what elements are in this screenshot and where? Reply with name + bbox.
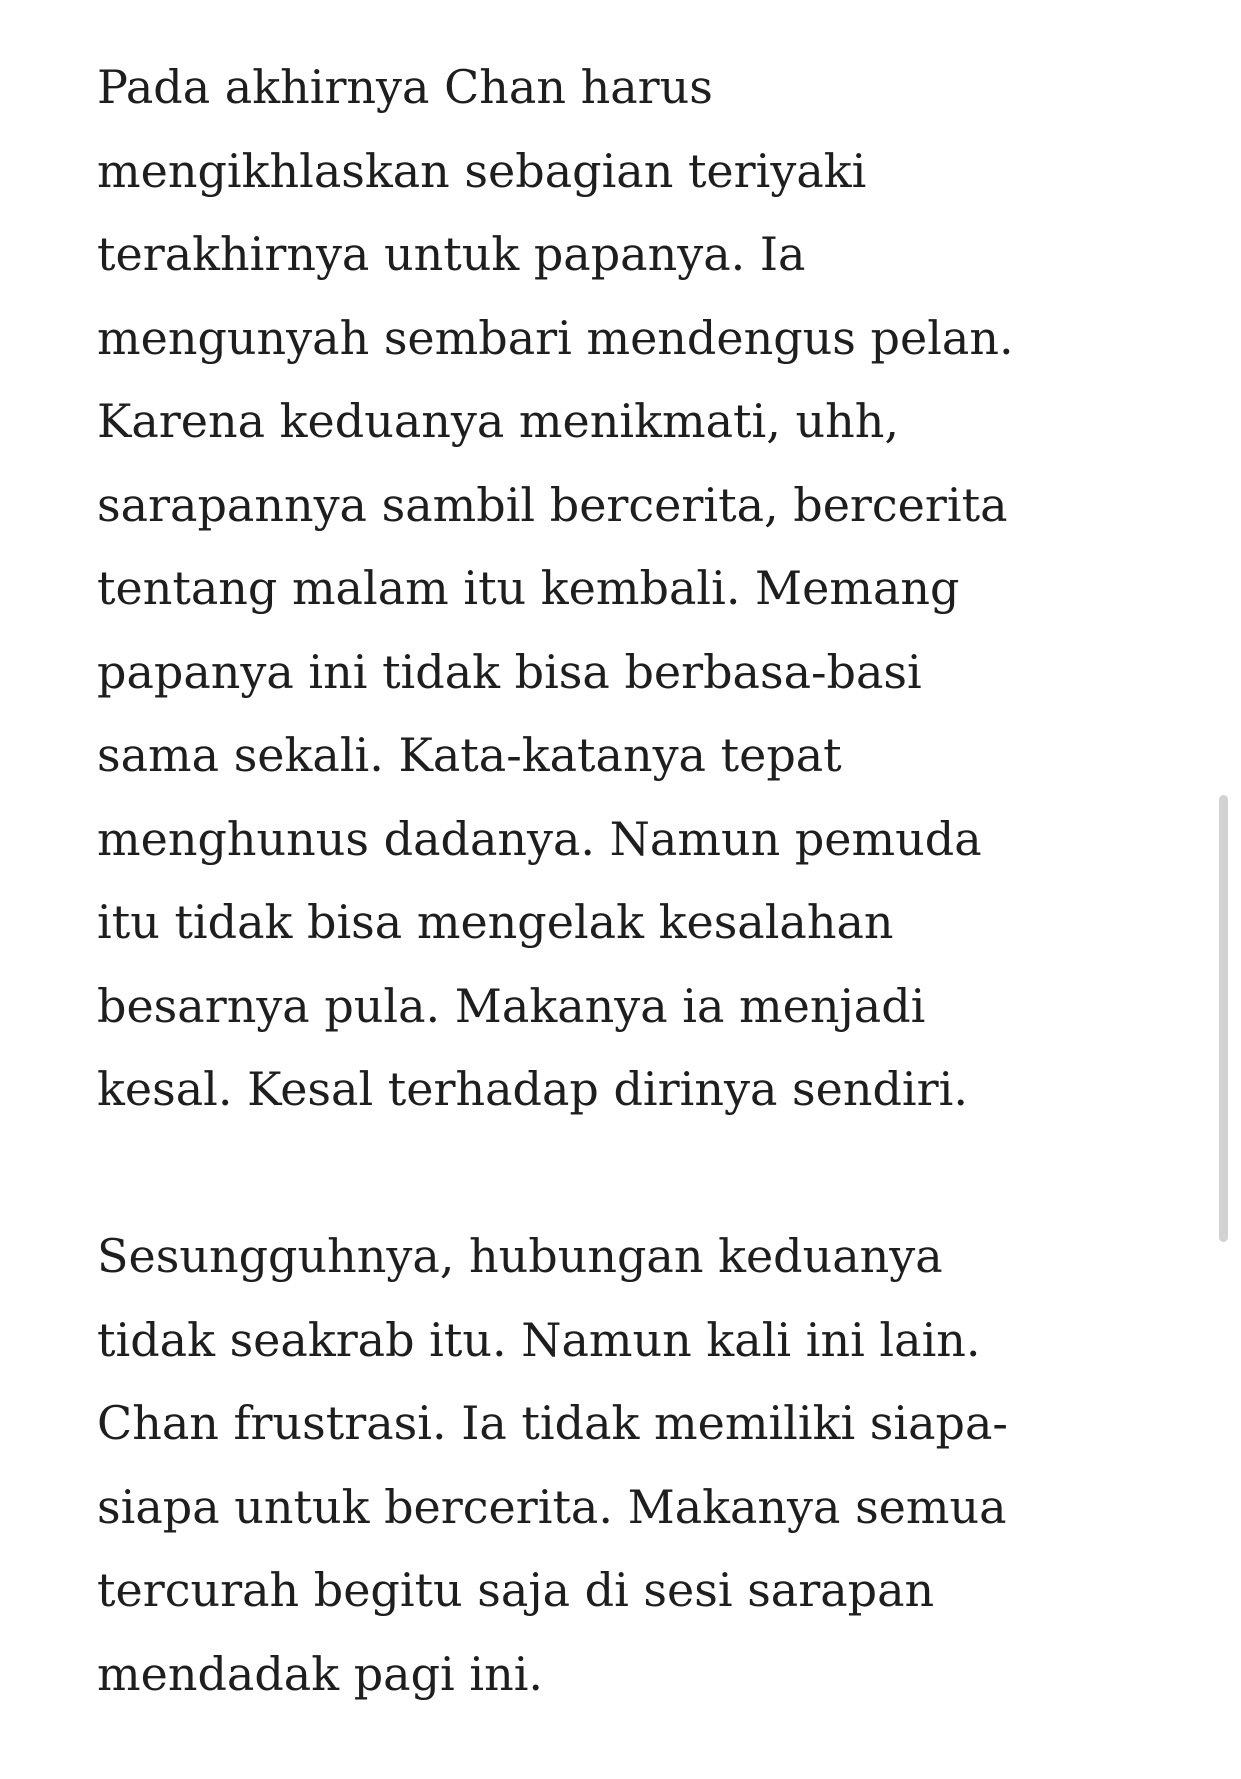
text-line: mengunyah sembari mendengus pelan. (97, 310, 1014, 365)
scrollbar-thumb[interactable] (1219, 795, 1228, 1242)
article-body (97, 46, 1157, 1716)
text-line: terakhirnya untuk papanya. Ia (97, 227, 806, 281)
text-line: Sesungguhnya, hubungan keduanya (97, 1229, 943, 1283)
text-line: tentang malam itu kembali. Memang (97, 561, 960, 615)
text-line: tercurah begitu saja di sesi sarapan (97, 1563, 935, 1617)
text-line: papanya ini tidak bisa berbasa-basi (97, 644, 922, 699)
text-line: Pada akhirnya Chan harus (97, 60, 713, 114)
paragraph-1 (97, 46, 1157, 1132)
text-line: mendadak pagi ini. (97, 1646, 544, 1701)
text-line: siapa untuk bercerita. Makanya semua (97, 1479, 1007, 1534)
text-line: Karena keduanya menikmati, uhh, (97, 394, 899, 448)
text-line: Chan frustrasi. Ia tidak memiliki siapa- (97, 1396, 1008, 1450)
paragraph-2 (97, 1215, 1157, 1716)
text-line: itu tidak bisa mengelak kesalahan (97, 895, 894, 949)
text-line: besarnya pula. Makanya ia menjadi (97, 978, 926, 1033)
text-line: tidak seakrab itu. Namun kali ini lain. (97, 1312, 981, 1367)
text-line: sama sekali. Kata-katanya tepat (97, 728, 842, 782)
text-line: kesal. Kesal terhadap dirinya sendiri. (97, 1062, 968, 1116)
text-line: menghunus dadanya. Namun pemuda (97, 811, 982, 866)
text-line: mengikhlaskan sebagian teriyaki (97, 143, 867, 198)
text-line: sarapannya sambil bercerita, bercerita (97, 477, 1008, 532)
